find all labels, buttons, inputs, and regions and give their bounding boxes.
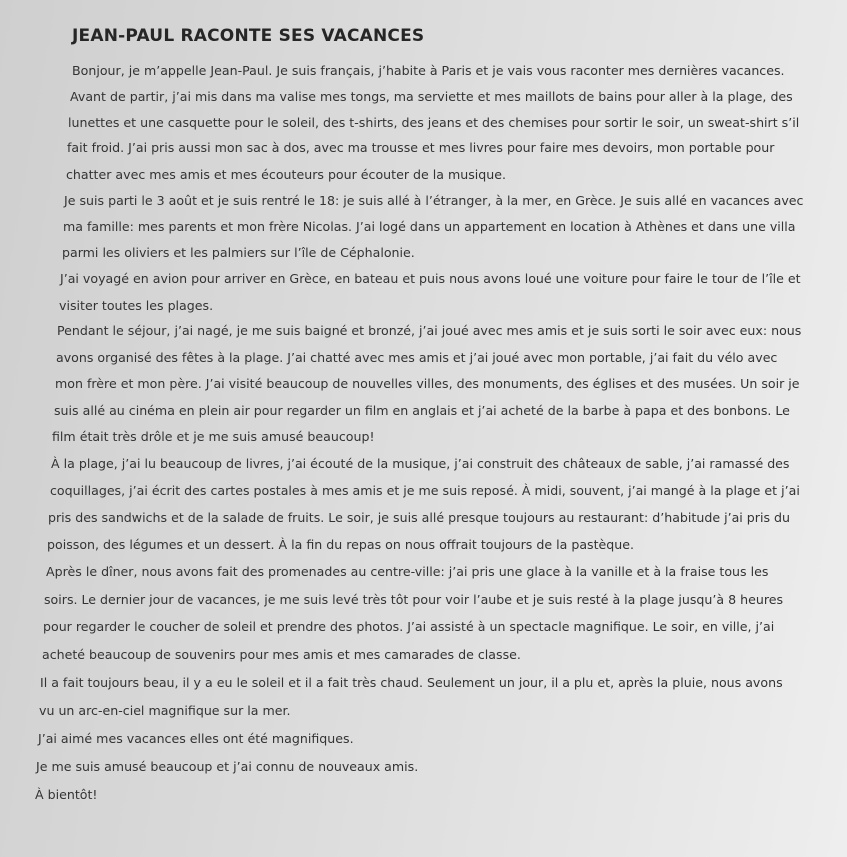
text-line: soirs. Le dernier jour de vacances, je me suis levé très tôt pour voir l’aube et je suis resté à la plage jusqu’à 8 heures <box>44 592 784 607</box>
text-line: fait froid. J’ai pris aussi mon sac à dos, avec ma trousse et mes livres pour faire mes devoirs, mon portable pour <box>67 140 775 155</box>
text-line: Je suis parti le 3 août et je suis rentré le 18: je suis allé à l’étranger, à la mer, en Grèce. Je suis allé en vacances avec <box>64 193 804 208</box>
text-line: Après le dîner, nous avons fait des promenades au centre-ville: j’ai pris une glace à la vanille et à la fraise tous les <box>46 564 769 579</box>
text-line: pour regarder le coucher de soleil et prendre des photos. J’ai assisté à un spectacle magnifique. Le soir, en ville, j’ai <box>43 619 775 634</box>
text-line: lunettes et une casquette pour le soleil, des t-shirts, des jeans et des chemises pour sortir le soir, un sweat-shirt s’il <box>68 115 800 130</box>
text-line: parmi les oliviers et les palmiers sur l’île de Céphalonie. <box>62 245 415 260</box>
text-line: avons organisé des fêtes à la plage. J’ai chatté avec mes amis et j’ai joué avec mon portable, j’ai fait du vélo avec <box>56 350 778 365</box>
text-line: mon frère et mon père. J’ai visité beaucoup de nouvelles villes, des monuments, des églises et des musées. Un soir je <box>55 376 800 391</box>
text-line: film était très drôle et je me suis amusé beaucoup! <box>52 429 375 444</box>
text-line: coquillages, j’ai écrit des cartes postales à mes amis et je me suis reposé. À midi, souvent, j’ai mangé à la plage et j’ai <box>50 483 800 498</box>
text-line: À la plage, j’ai lu beaucoup de livres, j’ai écouté de la musique, j’ai construit des châteaux de sable, j’ai ramassé des <box>51 456 790 471</box>
text-line: pris des sandwichs et de la salade de fruits. Le soir, je suis allé presque toujours au restaurant: d’habitude j’ai pris du <box>48 510 791 525</box>
text-line: J’ai voyagé en avion pour arriver en Grèce, en bateau et puis nous avons loué une voiture pour faire le tour de l’île et <box>60 271 801 286</box>
text-line: visiter toutes les plages. <box>59 298 214 313</box>
document-title: JEAN-PAUL RACONTE SES VACANCES <box>72 26 425 46</box>
text-line: Il a fait toujours beau, il y a eu le soleil et il a fait très chaud. Seulement un jour, il a plu et, après la pluie, nous avons <box>40 675 783 690</box>
text-line: Je me suis amusé beaucoup et j’ai connu de nouveaux amis. <box>36 759 419 774</box>
text-line: acheté beaucoup de souvenirs pour mes amis et mes camarades de classe. <box>42 647 521 662</box>
text-line: À bientôt! <box>35 787 98 802</box>
text-line: Pendant le séjour, j’ai nagé, je me suis baigné et bronzé, j’ai joué avec mes amis et je suis sorti le soir avec eux: nous <box>57 323 802 338</box>
text-line: poisson, des légumes et un dessert. À la fin du repas on nous offrait toujours de la pastèque. <box>47 537 635 552</box>
text-line: chatter avec mes amis et mes écouteurs pour écouter de la musique. <box>66 167 507 182</box>
text-line: suis allé au cinéma en plein air pour regarder un film en anglais et j’ai acheté de la barbe à papa et des bonbons. Le <box>54 403 790 418</box>
text-line: ma famille: mes parents et mon frère Nicolas. J’ai logé dans un appartement en location à Athènes et dans une villa <box>63 219 796 234</box>
text-line: J’ai aimé mes vacances elles ont été magnifiques. <box>38 731 354 746</box>
text-line: Bonjour, je m’appelle Jean-Paul. Je suis français, j’habite à Paris et je vais vous raconter mes dernières vacances. <box>72 63 785 78</box>
text-line: vu un arc-en-ciel magnifique sur la mer. <box>39 703 291 718</box>
text-line: Avant de partir, j’ai mis dans ma valise mes tongs, ma serviette et mes maillots de bains pour aller à la plage, des <box>70 89 793 104</box>
